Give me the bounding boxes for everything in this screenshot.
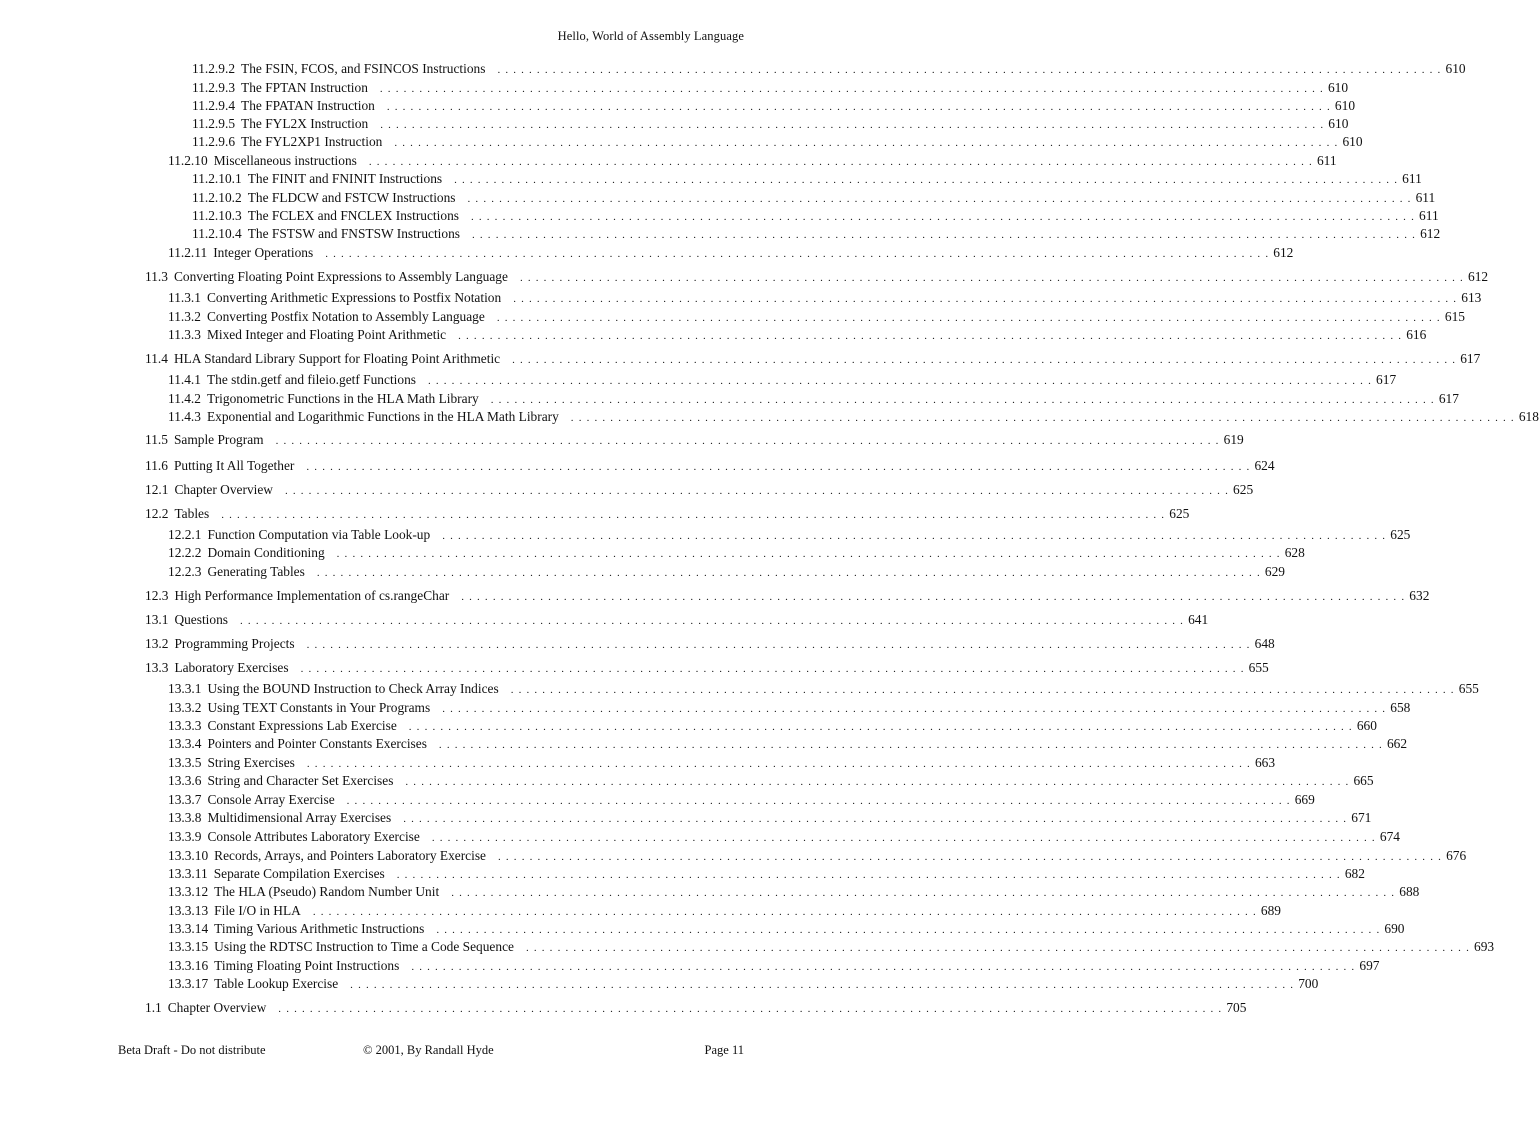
toc-section-title: Using TEXT Constants in Your Programs bbox=[207, 700, 431, 715]
toc-dot-leader: . . . . . . . . . . . . . . . . . . . . . . . . . . . . . . . . . . . . . . . . . . . . . . . . . . . . . . . . . . . . . . . . . . . . . . . . . . . . . . . . . . . . . . . . . . . . . . . . . . . . . . . . . . . . . . . . . . . . . . . . bbox=[525, 942, 1471, 954]
toc-entry-heading bbox=[192, 97, 375, 115]
toc-dot-leader: . . . . . . . . . . . . . . . . . . . . . . . . . . . . . . . . . . . . . . . . . . . . . . . . . . . . . . . . . . . . . . . . . . . . . . . . . . . . . . . . . . . . . . . . . . . . . . . . . . . . . . . . . . . . . . . . . . . . . . . . bbox=[394, 137, 1339, 149]
toc-entry-heading bbox=[145, 635, 295, 653]
toc-section-number: 12.2.3 bbox=[168, 564, 202, 579]
toc-entry-heading bbox=[145, 457, 294, 475]
toc-section-number: 13.1 bbox=[145, 612, 169, 627]
toc-entry[interactable] bbox=[192, 207, 1439, 225]
toc-page-number: 662 bbox=[1386, 736, 1408, 751]
toc-page-number: 617 bbox=[1376, 372, 1397, 387]
toc-dot-leader: . . . . . . . . . . . . . . . . . . . . . . . . . . . . . . . . . . . . . . . . . . . . . . . . . . . . . . . . . . . . . . . . . . . . . . . . . . . . . . . . . . . . . . . . . . . . . . . . . . . . . . . . . . . . . . . . . . . . . . . . bbox=[467, 193, 1412, 205]
toc-entry-heading bbox=[145, 659, 289, 677]
toc-section-title: File I/O in HLA bbox=[214, 903, 301, 918]
toc-section-title: Domain Conditioning bbox=[207, 545, 325, 560]
toc-dot-leader: . . . . . . . . . . . . . . . . . . . . . . . . . . . . . . . . . . . . . . . . . . . . . . . . . . . . . . . . . . . . . . . . . . . . . . . . . . . . . . . . . . . . . . . . . . . . . . . . . . . . . . . . . . . . . . . . . . . . . . . . bbox=[386, 101, 1331, 113]
toc-section-title: String and Character Set Exercises bbox=[207, 773, 394, 788]
toc-page-number: 610 bbox=[1328, 116, 1349, 131]
toc-page-number: 671 bbox=[1351, 810, 1372, 825]
toc-entry[interactable] bbox=[168, 809, 1372, 827]
toc-page-number: 660 bbox=[1356, 718, 1377, 733]
toc-entry-heading bbox=[168, 791, 335, 809]
toc-page-number: 619 bbox=[1223, 432, 1244, 447]
toc-dot-leader: . . . . . . . . . . . . . . . . . . . . . . . . . . . . . . . . . . . . . . . . . . . . . . . . . . . . . . . . . . . . . . . . . . . . . . . . . . . . . . . . . . . . . . . . . . . . . . . . . . . . . . . . . . . . . . . . . . . . . . . . bbox=[454, 174, 1399, 186]
toc-page-number: 625 bbox=[1390, 527, 1411, 542]
toc-page-number: 658 bbox=[1390, 700, 1411, 715]
toc-dot-leader: . . . . . . . . . . . . . . . . . . . . . . . . . . . . . . . . . . . . . . . . . . . . . . . . . . . . . . . . . . . . . . . . . . . . . . . . . . . . . . . . . . . . . . . . . . . . . . . . . . . . . . . . . . . . . . . . . . . . . . . . bbox=[498, 851, 1443, 863]
toc-entry[interactable] bbox=[168, 754, 1276, 772]
toc-entry[interactable] bbox=[145, 659, 1269, 677]
toc-entry[interactable] bbox=[168, 308, 1465, 326]
toc-section-number: 12.2.2 bbox=[168, 545, 202, 560]
toc-dot-leader: . . . . . . . . . . . . . . . . . . . . . . . . . . . . . . . . . . . . . . . . . . . . . . . . . . . . . . . . . . . . . . . . . . . . . . . . . . . . . . . . . . . . . . . . . . . . . . . . . . . . . . . . . . . . . . . . . . . . . . . . bbox=[570, 412, 1515, 424]
toc-dot-leader: . . . . . . . . . . . . . . . . . . . . . . . . . . . . . . . . . . . . . . . . . . . . . . . . . . . . . . . . . . . . . . . . . . . . . . . . . . . . . . . . . . . . . . . . . . . . . . . . . . . . . . . . . . . . . . . . . . . . . . . . bbox=[306, 639, 1251, 651]
toc-section-number: 13.3.15 bbox=[168, 939, 209, 954]
toc-section-number: 13.3.1 bbox=[168, 681, 202, 696]
toc-entry-heading bbox=[168, 938, 514, 956]
toc-entry-heading bbox=[145, 505, 209, 523]
toc-entry[interactable] bbox=[168, 938, 1495, 956]
toc-entry[interactable] bbox=[168, 865, 1365, 883]
toc-page-number: 663 bbox=[1254, 755, 1276, 770]
toc-entry-heading bbox=[168, 828, 420, 846]
toc-entry-heading bbox=[145, 999, 266, 1017]
toc-section-title: Converting Arithmetic Expressions to Postfix Notation bbox=[206, 290, 502, 305]
toc-section-number: 11.3.3 bbox=[168, 327, 201, 342]
toc-section-title: The FPTAN Instruction bbox=[241, 80, 368, 95]
toc-dot-leader: . . . . . . . . . . . . . . . . . . . . . . . . . . . . . . . . . . . . . . . . . . . . . . . . . . . . . . . . . . . . . . . . . . . . . . . . . . . . . . . . . . . . . . . . . . . . . . . . . . . . . . . . . . . . . . . . . . . . . . . . bbox=[438, 739, 1383, 751]
running-header: Hello, World of Assembly Language bbox=[557, 29, 744, 43]
toc-section-title: Using the RDTSC Instruction to Time a Code Sequence bbox=[214, 939, 514, 954]
toc-page-number: 628 bbox=[1284, 545, 1305, 560]
toc-section-title: Laboratory Exercises bbox=[174, 660, 289, 675]
toc-section-number: 11.4.2 bbox=[168, 391, 201, 406]
toc-section-title: Miscellaneous instructions bbox=[213, 153, 357, 168]
toc-section-number: 11.3.1 bbox=[168, 290, 201, 305]
toc-section-number: 11.2.10.2 bbox=[192, 190, 242, 205]
toc-dot-leader: . . . . . . . . . . . . . . . . . . . . . . . . . . . . . . . . . . . . . . . . . . . . . . . . . . . . . . . . . . . . . . . . . . . . . . . . . . . . . . . . . . . . . . . . . . . . . . . . . . . . . . . . . . . . . . . . . . . . . . . . bbox=[519, 272, 1465, 284]
toc-entry[interactable] bbox=[168, 244, 1294, 262]
toc-section-title: Pointers and Pointer Constants Exercises bbox=[207, 736, 427, 751]
toc-page-number: 690 bbox=[1384, 921, 1405, 936]
toc-dot-leader: . . . . . . . . . . . . . . . . . . . . . . . . . . . . . . . . . . . . . . . . . . . . . . . . . . . . . . . . . . . . . . . . . . . . . . . . . . . . . . . . . . . . . . . . . . . . . . . . . . . . . . . . . . . . . . . . . . . . . . . . bbox=[221, 509, 1166, 521]
toc-section-number: 13.3.8 bbox=[168, 810, 202, 825]
toc-section-number: 13.3.7 bbox=[168, 792, 202, 807]
toc-page-number: 610 bbox=[1342, 134, 1363, 149]
toc-entry[interactable] bbox=[145, 505, 1190, 523]
toc-entry[interactable] bbox=[168, 975, 1319, 993]
toc-page-number: 612 bbox=[1273, 245, 1294, 260]
toc-entry-heading bbox=[168, 735, 427, 753]
toc-page-number: 693 bbox=[1474, 939, 1495, 954]
toc-page-number: 629 bbox=[1264, 564, 1285, 579]
footer-page-number: Page 11 bbox=[704, 1043, 744, 1057]
toc-section-number: 13.3.4 bbox=[168, 736, 202, 751]
toc-entry-heading bbox=[168, 902, 301, 920]
toc-page-number: 611 bbox=[1402, 171, 1422, 186]
toc-section-number: 12.2 bbox=[145, 506, 169, 521]
toc-section-number: 11.3.2 bbox=[168, 309, 201, 324]
toc-page-number: 676 bbox=[1446, 848, 1467, 863]
toc-entry[interactable] bbox=[145, 481, 1254, 499]
toc-section-title: The FYL2X Instruction bbox=[241, 116, 369, 131]
toc-dot-leader: . . . . . . . . . . . . . . . . . . . . . . . . . . . . . . . . . . . . . . . . . . . . . . . . . . . . . . . . . . . . . . . . . . . . . . . . . . . . . . . . . . . . . . . . . . . . . . . . . . . . . . . . . . . . . . . . . . . . . . . . bbox=[346, 795, 1291, 807]
toc-section-number: 12.2.1 bbox=[168, 527, 202, 542]
toc-entry[interactable] bbox=[192, 97, 1356, 115]
toc-entry-heading bbox=[145, 481, 273, 499]
toc-section-number: 13.3.2 bbox=[168, 700, 202, 715]
toc-page-number: 611 bbox=[1419, 208, 1439, 223]
toc-page-number: 655 bbox=[1248, 660, 1269, 675]
toc-entry[interactable] bbox=[192, 79, 1349, 97]
toc-dot-leader: . . . . . . . . . . . . . . . . . . . . . . . . . . . . . . . . . . . . . . . . . . . . . . . . . . . . . . . . . . . . . . . . . . . . . . . . . . . . . . . . . . . . . . . . . . . . . . . . . . . . . . . . . . . . . . . . . . . . . . . . bbox=[379, 83, 1324, 95]
footer-copyright: © 2001, By Randall Hyde bbox=[363, 1043, 494, 1057]
toc-section-title: Mixed Integer and Floating Point Arithmetic bbox=[206, 327, 447, 342]
toc-dot-leader: . . . . . . . . . . . . . . . . . . . . . . . . . . . . . . . . . . . . . . . . . . . . . . . . . . . . . . . . . . . . . . . . . . . . . . . . . . . . . . . . . . . . . . . . . . . . . . . . . . . . . . . . . . . . . . . . . . . . . . . . bbox=[458, 330, 1403, 342]
toc-entry-heading bbox=[192, 207, 459, 225]
toc-dot-leader: . . . . . . . . . . . . . . . . . . . . . . . . . . . . . . . . . . . . . . . . . . . . . . . . . . . . . . . . . . . . . . . . . . . . . . . . . . . . . . . . . . . . . . . . . . . . . . . . . . . . . . . . . . . . . . . . . . . . . . . . bbox=[336, 548, 1281, 560]
toc-entry-heading bbox=[168, 563, 305, 581]
toc-section-title: The FYL2XP1 Instruction bbox=[241, 134, 383, 149]
toc-section-number: 13.3.13 bbox=[168, 903, 209, 918]
toc-section-number: 11.2.9.5 bbox=[192, 116, 236, 131]
toc-dot-leader: . . . . . . . . . . . . . . . . . . . . . . . . . . . . . . . . . . . . . . . . . . . . . . . . . . . . . . . . . . . . . . . . . . . . . . . . . . . . . . . . . . . . . . . . . . . . . . . . . . . . . . . . . . . . . . . . . . . . . . . . bbox=[312, 906, 1257, 918]
toc-page-number: 655 bbox=[1458, 681, 1479, 696]
toc-dot-leader: . . . . . . . . . . . . . . . . . . . . . . . . . . . . . . . . . . . . . . . . . . . . . . . . . . . . . . . . . . . . . . . . . . . . . . . . . . . . . . . . . . . . . . . . . . . . . . . . . . . . . . . . . . . . . . . . . . . . . . . . bbox=[436, 924, 1381, 936]
toc-section-title: The stdin.getf and fileio.getf Functions bbox=[206, 372, 416, 387]
toc-entry[interactable] bbox=[168, 735, 1408, 753]
toc-page-number: 617 bbox=[1438, 391, 1459, 406]
toc-section-number: 13.3.10 bbox=[168, 848, 209, 863]
toc-dot-leader: . . . . . . . . . . . . . . . . . . . . . . . . . . . . . . . . . . . . . . . . . . . . . . . . . . . . . . . . . . . . . . . . . . . . . . . . . . . . . . . . . . . . . . . . . . . . . . . . . . . . . . . . . . . . . . . . . . . . . . . . bbox=[408, 721, 1353, 733]
toc-entry[interactable] bbox=[168, 772, 1374, 790]
toc-page-number: 624 bbox=[1254, 458, 1275, 473]
toc-entry[interactable] bbox=[145, 350, 1481, 368]
toc-dot-leader: . . . . . . . . . . . . . . . . . . . . . . . . . . . . . . . . . . . . . . . . . . . . . . . . . . . . . . . . . . . . . . . . . . . . . . . . . . . . . . . . . . . . . . . . . . . . . . . . . . . . . . . . . . . . . . . . . . . . . . . . bbox=[496, 312, 1441, 324]
toc-dot-leader: . . . . . . . . . . . . . . . . . . . . . . . . . . . . . . . . . . . . . . . . . . . . . . . . . . . . . . . . . . . . . . . . . . . . . . . . . . . . . . . . . . . . . . . . . . . . . . . . . . . . . . . . . . . . . . . . . . . . . . . . bbox=[316, 567, 1261, 579]
toc-entry[interactable] bbox=[168, 390, 1459, 408]
toc-entry[interactable] bbox=[145, 635, 1275, 653]
toc-page-number: 697 bbox=[1359, 958, 1380, 973]
toc-section-number: 1.1 bbox=[145, 1000, 162, 1015]
toc-dot-leader: . . . . . . . . . . . . . . . . . . . . . . . . . . . . . . . . . . . . . . . . . . . . . . . . . . . . . . . . . . . . . . . . . . . . . . . . . . . . . . . . . . . . . . . . . . . . . . . . . . . . . . . . . . . . . . . . . . . . . . . . bbox=[278, 1003, 1223, 1015]
toc-section-number: 13.2 bbox=[145, 636, 169, 651]
toc-section-number: 11.2.9.4 bbox=[192, 98, 236, 113]
toc-entry[interactable] bbox=[192, 170, 1422, 188]
toc-entry[interactable] bbox=[168, 152, 1337, 170]
toc-section-number: 13.3.3 bbox=[168, 718, 202, 733]
toc-section-title: The FCLEX and FNCLEX Instructions bbox=[247, 208, 459, 223]
toc-page-number: 616 bbox=[1406, 327, 1427, 342]
toc-entry-heading bbox=[168, 326, 446, 344]
toc-section-title: Exponential and Logarithmic Functions in the HLA Math Library bbox=[206, 409, 559, 424]
toc-dot-leader: . . . . . . . . . . . . . . . . . . . . . . . . . . . . . . . . . . . . . . . . . . . . . . . . . . . . . . . . . . . . . . . . . . . . . . . . . . . . . . . . . . . . . . . . . . . . . . . . . . . . . . . . . . . . . . . . . . . . . . . . bbox=[442, 703, 1387, 715]
toc-section-number: 13.3.12 bbox=[168, 884, 209, 899]
toc-entry-heading bbox=[145, 350, 500, 368]
toc-entry-heading bbox=[192, 115, 368, 133]
toc-section-number: 11.2.9.3 bbox=[192, 80, 236, 95]
toc-dot-leader: . . . . . . . . . . . . . . . . . . . . . . . . . . . . . . . . . . . . . . . . . . . . . . . . . . . . . . . . . . . . . . . . . . . . . . . . . . . . . . . . . . . . . . . . . . . . . . . . . . . . . . . . . . . . . . . . . . . . . . . . bbox=[368, 156, 1313, 168]
toc-page-number: 611 bbox=[1415, 190, 1436, 205]
toc-section-title: Generating Tables bbox=[207, 564, 305, 579]
toc-page-number: 617 bbox=[1460, 351, 1481, 366]
toc-page-number: 689 bbox=[1260, 903, 1281, 918]
toc-entry[interactable] bbox=[145, 457, 1275, 475]
toc-entry-heading bbox=[145, 611, 228, 629]
toc-entry[interactable] bbox=[168, 371, 1397, 389]
toc-entry-heading bbox=[168, 920, 424, 938]
toc-entry-heading bbox=[168, 371, 416, 389]
toc-entry[interactable] bbox=[145, 999, 1247, 1017]
toc-section-number: 13.3.16 bbox=[168, 958, 209, 973]
toc-section-title: Timing Floating Point Instructions bbox=[214, 958, 400, 973]
toc-entry[interactable] bbox=[168, 883, 1420, 901]
toc-page-number: 611 bbox=[1316, 153, 1337, 168]
footer-draft-notice: Beta Draft - Do not distribute bbox=[118, 1043, 266, 1057]
toc-section-number: 12.1 bbox=[145, 482, 169, 497]
toc-page-number: 632 bbox=[1409, 588, 1430, 603]
toc-entry[interactable] bbox=[192, 60, 1466, 78]
toc-dot-leader: . . . . . . . . . . . . . . . . . . . . . . . . . . . . . . . . . . . . . . . . . . . . . . . . . . . . . . . . . . . . . . . . . . . . . . . . . . . . . . . . . . . . . . . . . . . . . . . . . . . . . . . . . . . . . . . . . . . . . . . . bbox=[396, 869, 1341, 881]
toc-entry-heading bbox=[168, 847, 486, 865]
toc-entry-heading bbox=[168, 957, 399, 975]
toc-page-number: 610 bbox=[1327, 80, 1349, 95]
toc-entry[interactable] bbox=[168, 847, 1467, 865]
toc-section-number: 11.4 bbox=[145, 351, 168, 366]
toc-dot-leader: . . . . . . . . . . . . . . . . . . . . . . . . . . . . . . . . . . . . . . . . . . . . . . . . . . . . . . . . . . . . . . . . . . . . . . . . . . . . . . . . . . . . . . . . . . . . . . . . . . . . . . . . . . . . . . . . . . . . . . . . bbox=[472, 229, 1417, 241]
toc-section-title: Using the BOUND Instruction to Check Array Indices bbox=[207, 681, 499, 696]
toc-entry-heading bbox=[168, 152, 357, 170]
toc-entry-heading bbox=[192, 189, 456, 207]
toc-dot-leader: . . . . . . . . . . . . . . . . . . . . . . . . . . . . . . . . . . . . . . . . . . . . . . . . . . . . . . . . . . . . . . . . . . . . . . . . . . . . . . . . . . . . . . . . . . . . . . . . . . . . . . . . . . . . . . . . . . . . . . . . bbox=[275, 435, 1220, 447]
toc-section-title: Separate Compilation Exercises bbox=[213, 866, 385, 881]
toc-section-title: The FPATAN Instruction bbox=[241, 98, 375, 113]
toc-section-title: Console Array Exercise bbox=[207, 792, 335, 807]
toc-section-title: Records, Arrays, and Pointers Laboratory Exercise bbox=[214, 848, 486, 863]
toc-section-number: 11.2.10.4 bbox=[192, 226, 242, 241]
toc-section-title: The FLDCW and FSTCW Instructions bbox=[247, 190, 456, 205]
toc-entry-heading bbox=[168, 717, 397, 735]
toc-dot-leader: . . . . . . . . . . . . . . . . . . . . . . . . . . . . . . . . . . . . . . . . . . . . . . . . . . . . . . . . . . . . . . . . . . . . . . . . . . . . . . . . . . . . . . . . . . . . . . . . . . . . . . . . . . . . . . . . . . . . . . . . bbox=[451, 887, 1396, 899]
toc-entry-heading bbox=[168, 244, 313, 262]
toc-entry-heading bbox=[168, 865, 385, 883]
toc-entry[interactable] bbox=[168, 957, 1380, 975]
toc-section-title: Programming Projects bbox=[174, 636, 295, 651]
toc-section-number: 11.5 bbox=[145, 432, 168, 447]
toc-page-number: 610 bbox=[1445, 61, 1466, 76]
toc-section-title: Integer Operations bbox=[213, 245, 314, 260]
toc-section-title: Function Computation via Table Look-up bbox=[207, 527, 431, 542]
toc-dot-leader: . . . . . . . . . . . . . . . . . . . . . . . . . . . . . . . . . . . . . . . . . . . . . . . . . . . . . . . . . . . . . . . . . . . . . . . . . . . . . . . . . . . . . . . . . . . . . . . . . . . . . . . . . . . . . . . . . . . . . . . . bbox=[240, 615, 1185, 627]
toc-section-number: 11.2.10.3 bbox=[192, 208, 242, 223]
toc-section-number: 11.4.3 bbox=[168, 409, 201, 424]
toc-dot-leader: . . . . . . . . . . . . . . . . . . . . . . . . . . . . . . . . . . . . . . . . . . . . . . . . . . . . . . . . . . . . . . . . . . . . . . . . . . . . . . . . . . . . . . . . . . . . . . . . . . . . . . . . . . . . . . . . . . . . . . . . bbox=[431, 832, 1376, 844]
toc-dot-leader: . . . . . . . . . . . . . . . . . . . . . . . . . . . . . . . . . . . . . . . . . . . . . . . . . . . . . . . . . . . . . . . . . . . . . . . . . . . . . . . . . . . . . . . . . . . . . . . . . . . . . . . . . . . . . . . . . . . . . . . . bbox=[403, 813, 1348, 825]
toc-page-number: 615 bbox=[1444, 309, 1465, 324]
toc-dot-leader: . . . . . . . . . . . . . . . . . . . . . . . . . . . . . . . . . . . . . . . . . . . . . . . . . . . . . . . . . . . . . . . . . . . . . . . . . . . . . . . . . . . . . . . . . . . . . . . . . . . . . . . . . . . . . . . . . . . . . . . . bbox=[325, 248, 1270, 260]
toc-entry-heading bbox=[168, 680, 499, 698]
toc-section-number: 12.3 bbox=[145, 588, 169, 603]
toc-section-number: 11.6 bbox=[145, 458, 168, 473]
toc-page-number: 625 bbox=[1233, 482, 1254, 497]
toc-page-number: 682 bbox=[1344, 866, 1365, 881]
toc-section-title: String Exercises bbox=[207, 755, 295, 770]
toc-entry-heading bbox=[168, 308, 485, 326]
toc-entry-heading bbox=[168, 883, 439, 901]
toc-section-title: Tables bbox=[174, 506, 210, 521]
toc-entry[interactable] bbox=[192, 115, 1349, 133]
toc-entry[interactable] bbox=[168, 699, 1411, 717]
toc-section-title: The HLA (Pseudo) Random Number Unit bbox=[214, 884, 440, 899]
toc-section-title: The FSIN, FCOS, and FSINCOS Instructions bbox=[241, 61, 486, 76]
page-footer bbox=[0, 1043, 816, 1061]
toc-dot-leader: . . . . . . . . . . . . . . . . . . . . . . . . . . . . . . . . . . . . . . . . . . . . . . . . . . . . . . . . . . . . . . . . . . . . . . . . . . . . . . . . . . . . . . . . . . . . . . . . . . . . . . . . . . . . . . . . . . . . . . . . bbox=[284, 485, 1230, 497]
toc-page-number: 688 bbox=[1399, 884, 1420, 899]
toc-section-number: 11.3 bbox=[145, 269, 168, 284]
toc-dot-leader: . . . . . . . . . . . . . . . . . . . . . . . . . . . . . . . . . . . . . . . . . . . . . . . . . . . . . . . . . . . . . . . . . . . . . . . . . . . . . . . . . . . . . . . . . . . . . . . . . . . . . . . . . . . . . . . . . . . . . . . . bbox=[470, 211, 1416, 223]
toc-section-title: The FINIT and FNINIT Instructions bbox=[247, 171, 443, 186]
toc-entry-heading bbox=[168, 526, 430, 544]
toc-section-title: Chapter Overview bbox=[174, 482, 273, 497]
toc-section-number: 11.2.10.1 bbox=[192, 171, 242, 186]
toc-page-number: 705 bbox=[1226, 1000, 1247, 1015]
toc-section-title: High Performance Implementation of cs.rangeChar bbox=[174, 588, 450, 603]
toc-dot-leader: . . . . . . . . . . . . . . . . . . . . . . . . . . . . . . . . . . . . . . . . . . . . . . . . . . . . . . . . . . . . . . . . . . . . . . . . . . . . . . . . . . . . . . . . . . . . . . . . . . . . . . . . . . . . . . . . . . . . . . . . bbox=[380, 119, 1325, 131]
toc-entry-heading bbox=[192, 170, 442, 188]
toc-dot-leader: . . . . . . . . . . . . . . . . . . . . . . . . . . . . . . . . . . . . . . . . . . . . . . . . . . . . . . . . . . . . . . . . . . . . . . . . . . . . . . . . . . . . . . . . . . . . . . . . . . . . . . . . . . . . . . . . . . . . . . . . bbox=[512, 354, 1457, 366]
toc-entry[interactable] bbox=[168, 563, 1285, 581]
toc-section-number: 13.3 bbox=[145, 660, 169, 675]
toc-entry-heading bbox=[145, 268, 508, 286]
toc-page-number: 641 bbox=[1188, 612, 1209, 627]
toc-dot-leader: . . . . . . . . . . . . . . . . . . . . . . . . . . . . . . . . . . . . . . . . . . . . . . . . . . . . . . . . . . . . . . . . . . . . . . . . . . . . . . . . . . . . . . . . . . . . . . . . . . . . . . . . . . . . . . . . . . . . . . . . bbox=[497, 64, 1442, 76]
toc-dot-leader: . . . . . . . . . . . . . . . . . . . . . . . . . . . . . . . . . . . . . . . . . . . . . . . . . . . . . . . . . . . . . . . . . . . . . . . . . . . . . . . . . . . . . . . . . . . . . . . . . . . . . . . . . . . . . . . . . . . . . . . . bbox=[442, 530, 1387, 542]
toc-section-number: 11.2.9.6 bbox=[192, 134, 236, 149]
toc-section-title: Chapter Overview bbox=[167, 1000, 267, 1015]
toc-dot-leader: . . . . . . . . . . . . . . . . . . . . . . . . . . . . . . . . . . . . . . . . . . . . . . . . . . . . . . . . . . . . . . . . . . . . . . . . . . . . . . . . . . . . . . . . . . . . . . . . . . . . . . . . . . . . . . . . . . . . . . . . bbox=[510, 684, 1455, 696]
toc-entry-heading bbox=[168, 289, 501, 307]
toc-entry-heading bbox=[192, 79, 368, 97]
toc-section-number: 13.3.17 bbox=[168, 976, 209, 991]
toc-section-number: 13.3.14 bbox=[168, 921, 209, 936]
toc-entry[interactable] bbox=[168, 717, 1377, 735]
toc-entry-heading bbox=[168, 699, 430, 717]
toc-page-number: 669 bbox=[1294, 792, 1315, 807]
toc-section-title: Multidimensional Array Exercises bbox=[207, 810, 392, 825]
toc-page-number: 674 bbox=[1379, 829, 1400, 844]
toc-page-number: 610 bbox=[1334, 98, 1356, 113]
toc-entry-heading bbox=[192, 133, 382, 151]
toc-page-number: 612 bbox=[1468, 269, 1489, 284]
toc-section-title: Sample Program bbox=[173, 432, 264, 447]
toc-dot-leader: . . . . . . . . . . . . . . . . . . . . . . . . . . . . . . . . . . . . . . . . . . . . . . . . . . . . . . . . . . . . . . . . . . . . . . . . . . . . . . . . . . . . . . . . . . . . . . . . . . . . . . . . . . . . . . . . . . . . . . . . bbox=[427, 375, 1373, 387]
toc-page-number: 648 bbox=[1254, 636, 1275, 651]
toc-entry-heading bbox=[168, 975, 338, 993]
toc-section-title: Table Lookup Exercise bbox=[214, 976, 339, 991]
toc-entry[interactable] bbox=[192, 225, 1441, 243]
toc-entry-heading bbox=[168, 772, 393, 790]
toc-section-title: The FSTSW and FNSTSW Instructions bbox=[247, 226, 460, 241]
toc-dot-leader: . . . . . . . . . . . . . . . . . . . . . . . . . . . . . . . . . . . . . . . . . . . . . . . . . . . . . . . . . . . . . . . . . . . . . . . . . . . . . . . . . . . . . . . . . . . . . . . . . . . . . . . . . . . . . . . . . . . . . . . . bbox=[306, 758, 1251, 770]
toc-entry[interactable] bbox=[145, 587, 1430, 605]
toc-dot-leader: . . . . . . . . . . . . . . . . . . . . . . . . . . . . . . . . . . . . . . . . . . . . . . . . . . . . . . . . . . . . . . . . . . . . . . . . . . . . . . . . . . . . . . . . . . . . . . . . . . . . . . . . . . . . . . . . . . . . . . . . bbox=[461, 591, 1406, 603]
toc-entry[interactable] bbox=[168, 544, 1305, 562]
toc-section-title: Putting It All Together bbox=[173, 458, 295, 473]
toc-entry-heading bbox=[192, 60, 485, 78]
toc-entry[interactable] bbox=[145, 268, 1489, 286]
toc-page-number: 612 bbox=[1420, 226, 1441, 241]
toc-entry-heading bbox=[168, 408, 559, 426]
toc-section-number: 13.3.6 bbox=[168, 773, 202, 788]
toc-entry-heading bbox=[168, 544, 325, 562]
toc-page-number: 625 bbox=[1169, 506, 1190, 521]
toc-section-title: Console Attributes Laboratory Exercise bbox=[207, 829, 420, 844]
toc-entry-heading bbox=[168, 809, 391, 827]
toc-section-number: 11.2.9.2 bbox=[192, 61, 236, 76]
toc-dot-leader: . . . . . . . . . . . . . . . . . . . . . . . . . . . . . . . . . . . . . . . . . . . . . . . . . . . . . . . . . . . . . . . . . . . . . . . . . . . . . . . . . . . . . . . . . . . . . . . . . . . . . . . . . . . . . . . . . . . . . . . . bbox=[300, 663, 1245, 675]
toc-section-number: 13.3.11 bbox=[168, 866, 208, 881]
toc-dot-leader: . . . . . . . . . . . . . . . . . . . . . . . . . . . . . . . . . . . . . . . . . . . . . . . . . . . . . . . . . . . . . . . . . . . . . . . . . . . . . . . . . . . . . . . . . . . . . . . . . . . . . . . . . . . . . . . . . . . . . . . . bbox=[306, 461, 1251, 473]
toc-section-title: HLA Standard Library Support for Floating Point Arithmetic bbox=[173, 351, 501, 366]
toc-dot-leader: . . . . . . . . . . . . . . . . . . . . . . . . . . . . . . . . . . . . . . . . . . . . . . . . . . . . . . . . . . . . . . . . . . . . . . . . . . . . . . . . . . . . . . . . . . . . . . . . . . . . . . . . . . . . . . . . . . . . . . . . bbox=[490, 394, 1435, 406]
toc-section-number: 13.3.9 bbox=[168, 829, 202, 844]
toc-section-title: Trigonometric Functions in the HLA Math Library bbox=[206, 391, 479, 406]
toc-entry[interactable] bbox=[145, 611, 1209, 629]
toc-entry[interactable] bbox=[145, 431, 1244, 449]
toc-section-number: 13.3.5 bbox=[168, 755, 202, 770]
toc-entry-heading bbox=[192, 225, 460, 243]
toc-entry[interactable] bbox=[168, 828, 1400, 846]
toc-entry[interactable] bbox=[168, 902, 1281, 920]
toc-entry[interactable] bbox=[192, 133, 1363, 151]
toc-entry-heading bbox=[145, 587, 449, 605]
toc-section-title: Questions bbox=[174, 612, 229, 627]
toc-dot-leader: . . . . . . . . . . . . . . . . . . . . . . . . . . . . . . . . . . . . . . . . . . . . . . . . . . . . . . . . . . . . . . . . . . . . . . . . . . . . . . . . . . . . . . . . . . . . . . . . . . . . . . . . . . . . . . . . . . . . . . . . bbox=[350, 979, 1295, 991]
toc-entry[interactable] bbox=[168, 680, 1479, 698]
toc-section-number: 11.2.11 bbox=[168, 245, 208, 260]
toc-entry[interactable] bbox=[168, 289, 1482, 307]
toc-entry[interactable] bbox=[168, 326, 1427, 344]
toc-dot-leader: . . . . . . . . . . . . . . . . . . . . . . . . . . . . . . . . . . . . . . . . . . . . . . . . . . . . . . . . . . . . . . . . . . . . . . . . . . . . . . . . . . . . . . . . . . . . . . . . . . . . . . . . . . . . . . . . . . . . . . . . bbox=[513, 293, 1458, 305]
toc-entry[interactable] bbox=[168, 408, 1539, 426]
toc-dot-leader: . . . . . . . . . . . . . . . . . . . . . . . . . . . . . . . . . . . . . . . . . . . . . . . . . . . . . . . . . . . . . . . . . . . . . . . . . . . . . . . . . . . . . . . . . . . . . . . . . . . . . . . . . . . . . . . . . . . . . . . . bbox=[411, 961, 1356, 973]
toc-section-title: Constant Expressions Lab Exercise bbox=[207, 718, 397, 733]
toc-section-number: 11.2.10 bbox=[168, 153, 208, 168]
toc-entry[interactable] bbox=[168, 791, 1315, 809]
toc-entry[interactable] bbox=[192, 189, 1436, 207]
toc-page-number: 613 bbox=[1461, 290, 1482, 305]
toc-section-title: Timing Various Arithmetic Instructions bbox=[214, 921, 425, 936]
toc-entry[interactable] bbox=[168, 920, 1405, 938]
toc-section-title: Converting Postfix Notation to Assembly Language bbox=[206, 309, 485, 324]
toc-page-number: 618 bbox=[1518, 409, 1539, 424]
toc-section-number: 11.4.1 bbox=[168, 372, 201, 387]
toc-dot-leader: . . . . . . . . . . . . . . . . . . . . . . . . . . . . . . . . . . . . . . . . . . . . . . . . . . . . . . . . . . . . . . . . . . . . . . . . . . . . . . . . . . . . . . . . . . . . . . . . . . . . . . . . . . . . . . . . . . . . . . . . bbox=[405, 776, 1350, 788]
toc-entry-heading bbox=[168, 754, 295, 772]
toc-entry-heading bbox=[168, 390, 479, 408]
toc-page-number: 700 bbox=[1298, 976, 1319, 991]
toc-section-title: Converting Floating Point Expressions to Assembly Language bbox=[173, 269, 508, 284]
toc-entry[interactable] bbox=[168, 526, 1411, 544]
toc-page-number: 665 bbox=[1353, 773, 1374, 788]
toc-entry-heading bbox=[145, 431, 264, 449]
